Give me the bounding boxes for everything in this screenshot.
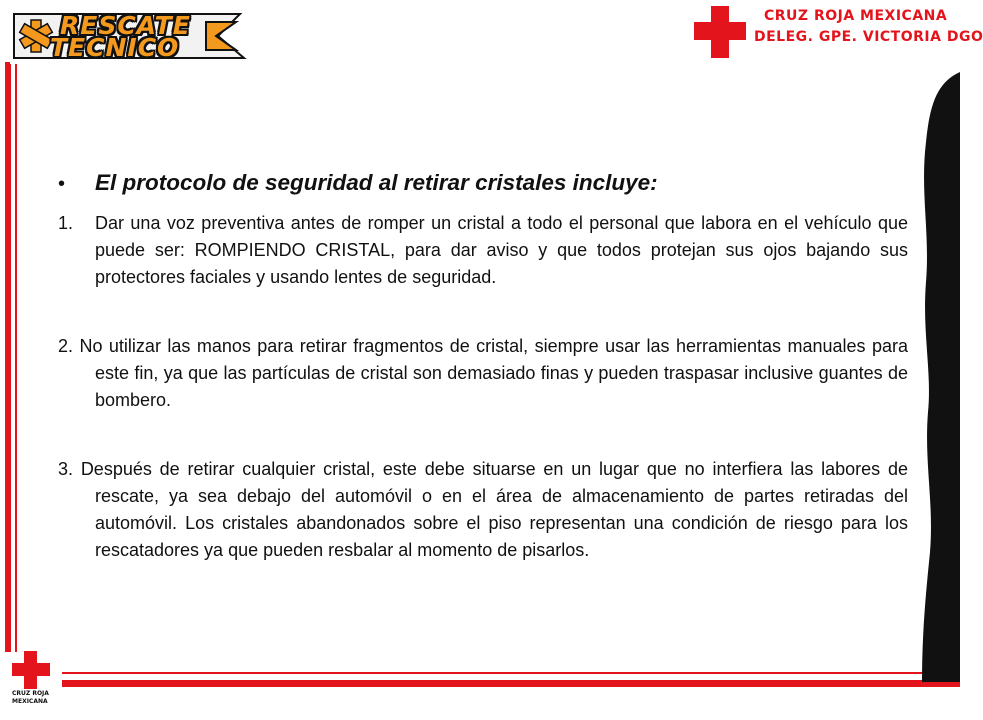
heading-text: El protocolo de seguridad al retirar cristales incluye: <box>95 170 658 195</box>
footer-logo-line1: CRUZ ROJA <box>12 690 49 697</box>
item-text: Dar una voz preventiva antes de romper un cristal a todo el personal que labora en el vehículo que puede ser: ROMPIENDO CRISTAL, para dar aviso y que todos protejan sus ojos bajando sus protectores faciales y usando lentes de seguridad. <box>95 213 908 287</box>
left-red-bar-thick <box>5 62 11 652</box>
red-cross-icon <box>694 6 746 58</box>
item-number: 3. <box>58 459 74 479</box>
silhouette-decoration <box>920 72 960 682</box>
rescate-tecnico-logo <box>10 8 250 64</box>
list-item <box>58 456 908 564</box>
org-delegation: DELEG. GPE. VICTORIA DGO <box>754 29 983 45</box>
org-name: CRUZ ROJA MEXICANA <box>764 8 948 24</box>
logo-word-rescate: RESCATE <box>60 11 191 40</box>
item-text: No utilizar las manos para retirar fragmentos de cristal, siempre usar las herramientas manuales para este fin, ya que las partículas de cristal son demasiado finas y pueden traspasar inclusive guantes de bombero. <box>79 336 908 410</box>
bullet-icon: • <box>58 173 66 195</box>
bottom-red-line-thick <box>62 680 960 687</box>
list-item <box>58 210 908 291</box>
item-text: Después de retirar cualquier cristal, este debe situarse en un lugar que no interfiera las labores de rescate, ya sea debajo del automóvil o en el área de almacenamiento de partes retiradas del automóvil. Los cristales abandonados sobre el piso representan una condición de riesgo para los rescatadores ya que pueden resbalar al momento de pisarlos. <box>80 459 908 560</box>
slide-heading <box>58 170 908 196</box>
list-item <box>58 333 908 414</box>
item-number: 1. <box>58 213 74 233</box>
logo-word-tecnico: TECNICO <box>50 33 180 62</box>
footer-logo-line2: MEXICANA <box>12 698 48 705</box>
item-number: 2. <box>58 336 74 356</box>
red-cross-small-icon <box>12 651 50 689</box>
slide-content <box>58 170 908 564</box>
bottom-red-line-thin <box>62 672 960 674</box>
left-red-bar-thin <box>15 62 17 652</box>
